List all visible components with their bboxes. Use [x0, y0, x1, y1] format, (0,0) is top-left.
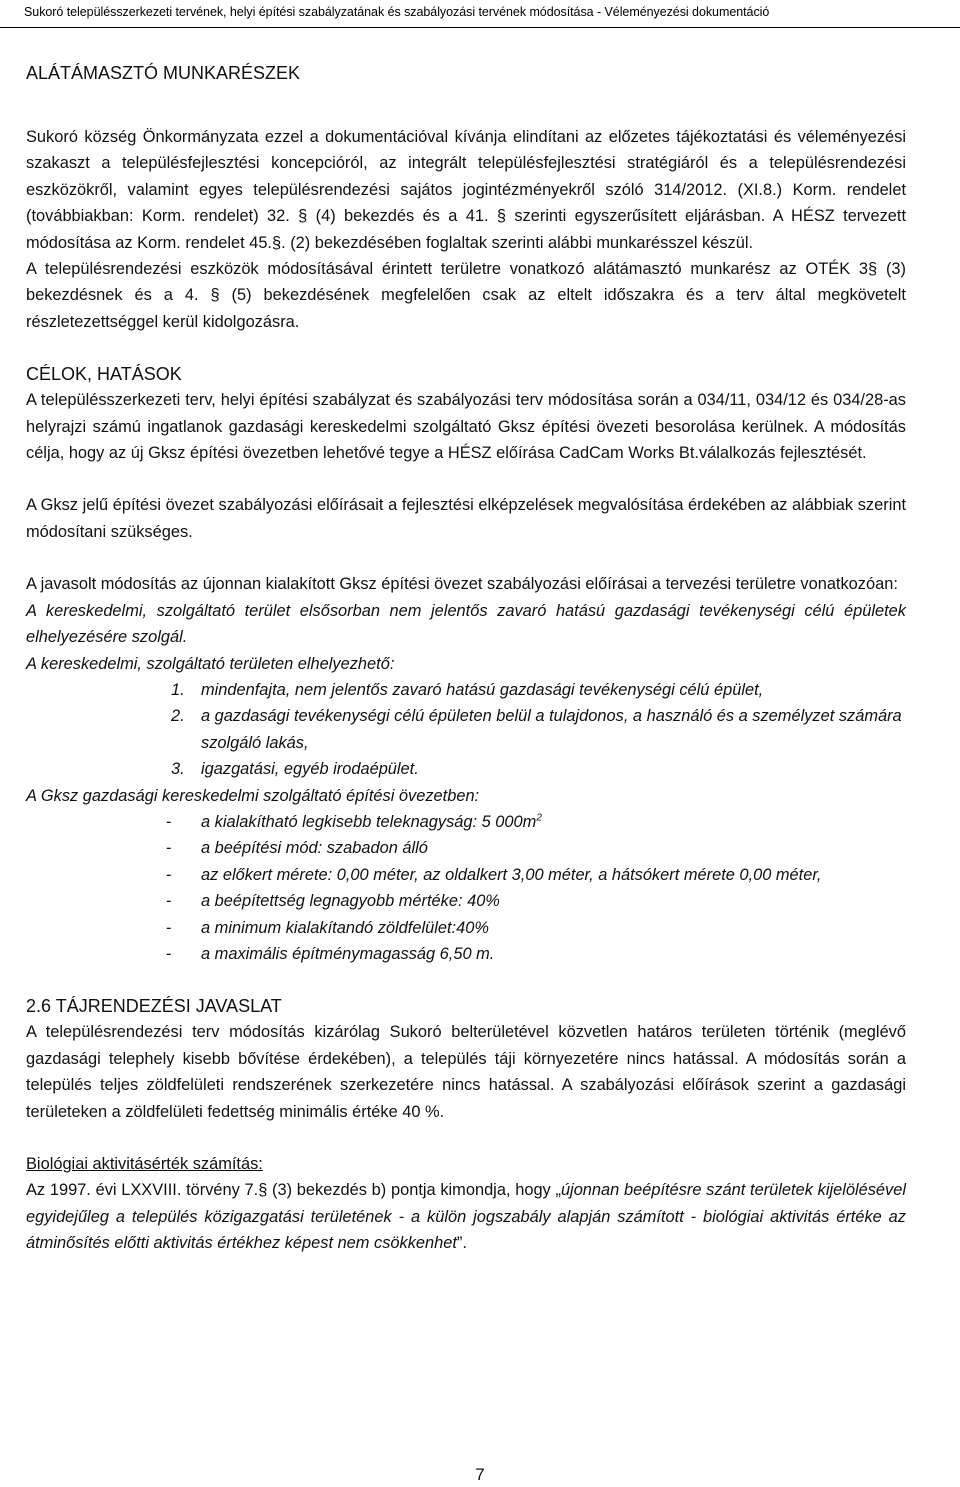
list-item: - a kialakítható legkisebb teleknagyság: 5 $000m^2$: [166, 812, 542, 831]
section-heading-celok: CÉLOK, HATÁSOK: [26, 364, 182, 385]
numbered-list: [26, 677, 906, 783]
list-item: 1. mindenfajta, nem jelentős zavaró hatású gazdasági tevékenységi célú épület,: [171, 680, 764, 699]
header-title: Sukoró településszerkezeti tervének, helyi építési szabályzatának és szabályozási tervének módosítása - Véleményezési dokumentáció: [24, 5, 770, 19]
section-heading-tajrendezesi: 2.6 TÁJRENDEZÉSI JAVASLAT: [26, 996, 282, 1017]
paragraph-kereskedelmi-terulet: A kereskedelmi, szolgáltató terület elsősorban nem jelentős zavaró hatású gazdasági tevékenységi célú épületek elhelyezésére szolgál.: [26, 601, 906, 647]
paragraph-intro: Sukoró község Önkormányzata ezzel a dokumentációval kívánja elindítani az előzetes tájékoztatási és véleményezési szakaszt a településfejlesztési koncepcióról, az integrált településfejlesztési stratégiáról és a településrendezési eszközökről, valamint egyes településrendezési sajátos jogintézményekről szóló 314/2012. (XI.8.) Korm. rendelet (továbbiakban: Korm. rendelet) 32. § (4) bekezdés és a 41. § szerinti egyszerűsített eljárásban. A HÉSZ tervezett módosítása az Korm. rendelet 45.§. (2) bekezdésében foglaltak szerinti alábbi munkarésszel készül.: [26, 128, 906, 252]
section-heading-alatamaszto: ALÁTÁMASZTÓ MUNKARÉSZEK: [26, 63, 301, 83]
document-body: [26, 60, 906, 1257]
paragraph-elhelyezheto: A kereskedelmi, szolgáltató területen elhelyezhető:: [26, 654, 395, 673]
page-header: [0, 0, 960, 28]
paragraph-gksz-ovezet: A Gksz gazdasági kereskedelmi szolgáltató építési övezetben:: [26, 786, 480, 805]
list-item: - az előkert mérete: 0,00 méter, az oldalkert 3,00 méter, a hátsókert mérete 0,00 méter,: [166, 865, 822, 884]
list-item: 2. a gazdasági tevékenységi célú épületen belül a tulajdonos, a használó és a személyzet számára szolgáló lakás,: [171, 707, 902, 752]
page-number: 7: [475, 1465, 485, 1484]
list-item: - a beépítettség legnagyobb mértéke: 40%: [166, 892, 500, 911]
paragraph-celok: A településszerkezeti terv, helyi építési szabályzat és szabályozási terv módosítása során a 034/11, 034/12 és 034/28-as helyrajzi számú ingatlanok gazdasági kereskedelmi szolgáltató Gksz építési övezeti besorolása kerülnek. A módosítás célja, hogy az új Gksz építési övezetben lehetővé tegye a HÉSZ előírása CadCam Works Bt.válalkozás fejlesztését.: [26, 391, 906, 463]
paragraph-javasolt: A javasolt módosítás az újonnan kialakított Gksz építési övezet szabályozási előírásai a tervezési területre vonatkozóan:: [26, 575, 898, 594]
paragraph-tajrendezesi: A településrendezési terv módosítás kizárólag Sukoró belterületével közvetlen határos területen történik (meglévő gazdasági telephely kisebb bővítése érdekében), a település táji környezetére nincs hatással. A módosítás során a település teljes zöldfelületi rendszerének szerkezetére nincs hatással. A szabályozási előírások szerint a gazdasági területeken a zöldfelületi fedettség minimális értéke 40 %.: [26, 1023, 906, 1121]
list-item: 3. igazgatási, egyéb irodaépület.: [171, 760, 419, 779]
paragraph-alatamaszto: A településrendezési eszközök módosításával érintett területre vonatkozó alátámasztó munkarész az OTÉK 3§ (3) bekezdésnek és a 4. § (5) bekezdésének megfelelően csak az eltelt időszakra és a terv által megkövetelt részletezettséggel kerül kidolgozásra.: [26, 260, 906, 331]
list-item: - a maximális építménymagasság 6,50 m.: [166, 944, 495, 963]
paragraph-gksz: A Gksz jelű építési övezet szabályozási előírásait a fejlesztési elképzelések megvalósítása érdekében az alábbiak szerint módosítani szükséges.: [26, 496, 906, 541]
list-item: - a minimum kialakítandó zöldfelület:40%: [166, 918, 489, 937]
list-item: - a beépítési mód: szabadon álló: [166, 839, 428, 858]
section-heading-biologiai: Biológiai aktivitásérték számítás:: [26, 1155, 263, 1173]
paragraph-biologiai: Az 1997. évi LXXVIII. törvény 7.§ (3) bekezdés b) pontja kimondja, hogy „újonnan beépítésre szánt területek kijelölésével egyidejűleg a település közigazgatási területének - a külön jogszabály alapján számított - biológiai aktivitás értéke az átminősítés előtti aktivitás értékhez képest nem csökkenhet”.: [26, 1181, 907, 1253]
dash-list: [26, 809, 906, 967]
